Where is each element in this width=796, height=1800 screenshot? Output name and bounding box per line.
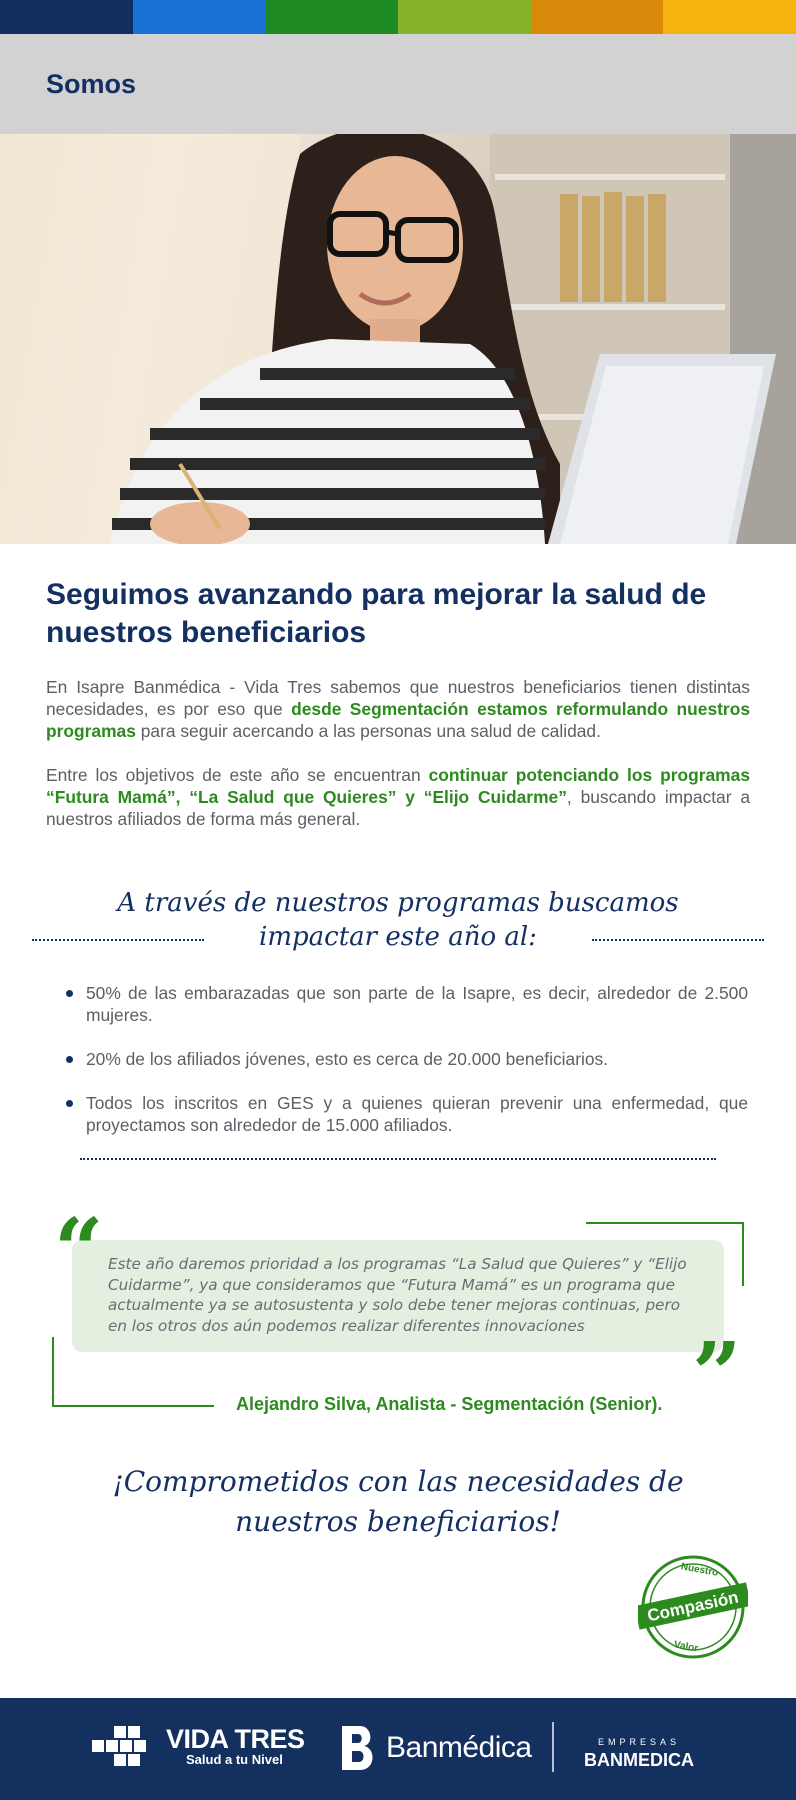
compassion-stamp-icon xyxy=(638,1552,748,1662)
programs-list xyxy=(0,982,796,1136)
color-segment-6 xyxy=(663,0,796,34)
empresas-label: EMPRESAS xyxy=(597,1737,680,1747)
programs-heading-row-2 xyxy=(0,920,796,954)
p2-highlight: continuar potenciando los programas “Futura Mamá”, “La Salud que Quieres” y “Elijo Cuidarme” xyxy=(46,765,750,807)
article-paragraph-1 xyxy=(46,676,750,742)
empresas-brand: BANMEDICA xyxy=(584,1750,694,1770)
section-title: Somos xyxy=(46,68,137,99)
top-color-bar xyxy=(0,0,796,34)
open-quote-icon: “ xyxy=(54,1200,104,1301)
color-segment-1 xyxy=(0,0,133,34)
p1-text: En Isapre Banmédica - Vida Tres sabemos que nuestros beneficiarios tienen distintas necesidades, es por eso que xyxy=(46,677,750,719)
quote-author: Alejandro Silva, Analista - Segmentación (Senior). xyxy=(236,1394,663,1414)
dotted-divider-left xyxy=(32,939,204,941)
vida-tres-tagline: Salud a tu Nivel xyxy=(186,1752,283,1767)
empresas-banmedica-logo xyxy=(584,1738,694,1769)
closing-line-1: ¡Comprometidos con las necesidades de xyxy=(112,1465,684,1498)
color-segment-3 xyxy=(265,0,398,34)
quote-text: Este año daremos prioridad a los programas “La Salud que Quieres” y “Elijo Cuidarme”, ya que consideramos que “Futura Mamá” es un programa que actualmente ya se autosustenta y solo debe tener mejoras continuas, pero en los otros dos aún podemos realizar diferentes innovaciones xyxy=(108,1255,687,1335)
color-segment-2 xyxy=(133,0,266,34)
closing-line-2: nuestros beneficiarios! xyxy=(235,1505,561,1538)
stamp-top-text: Nuestro xyxy=(679,1561,720,1579)
vida-tres-grid-icon xyxy=(92,1726,156,1766)
quote-text-box xyxy=(72,1240,724,1352)
close-quote-icon: ” xyxy=(692,1324,742,1425)
list-item: 20% de los afiliados jóvenes, esto es cerca de 20.000 beneficiarios. xyxy=(66,1048,748,1070)
p1-highlight: desde Segmentación estamos reformulando nuestros programas xyxy=(46,699,750,741)
list-item: 50% de las embarazadas que son parte de la Isapre, es decir, alrededor de 2.500 mujeres. xyxy=(66,982,748,1026)
footer-divider xyxy=(552,1722,554,1772)
programs-heading-line-2: impactar este año al: xyxy=(259,922,537,952)
list-item: Todos los inscritos en GES y a quienes quieran prevenir una enfermedad, que proyectamos son alrededor de 15.000 afiliados. xyxy=(66,1092,748,1136)
vida-tres-logo xyxy=(92,1726,305,1766)
stamp-bottom-text: Valor xyxy=(672,1639,699,1655)
footer xyxy=(0,1698,796,1800)
p2-text: Entre los objetivos de este año se encuentran xyxy=(46,765,429,785)
banmedica-logo xyxy=(338,1724,532,1772)
hero-illustration xyxy=(0,134,796,544)
dotted-divider-right xyxy=(592,939,764,941)
article-title: Seguimos avanzando para mejorar la salud de nuestros beneficiarios xyxy=(46,578,707,649)
programs-heading xyxy=(0,886,796,954)
article-paragraph-2 xyxy=(46,764,750,830)
vida-tres-name: VIDA TRES xyxy=(166,1724,305,1754)
color-segment-4 xyxy=(398,0,531,34)
article xyxy=(0,576,796,830)
stamp-center-text: Compasión xyxy=(645,1587,741,1626)
p2-text-end: , buscando impactar a nuestros afiliados de forma más general. xyxy=(46,787,751,829)
closing-message xyxy=(0,1462,796,1542)
banmedica-b-icon xyxy=(338,1724,378,1772)
testimonial xyxy=(0,1200,796,1425)
banmedica-name: Banmédica xyxy=(386,1731,532,1764)
color-segment-5 xyxy=(531,0,664,34)
p1-text-end: para seguir acercando a las personas una salud de calidad. xyxy=(135,721,601,741)
hero-image xyxy=(0,134,796,544)
section-header xyxy=(0,34,796,134)
programs-heading-line-1: A través de nuestros programas buscamos xyxy=(117,888,679,918)
dotted-divider xyxy=(80,1158,716,1160)
